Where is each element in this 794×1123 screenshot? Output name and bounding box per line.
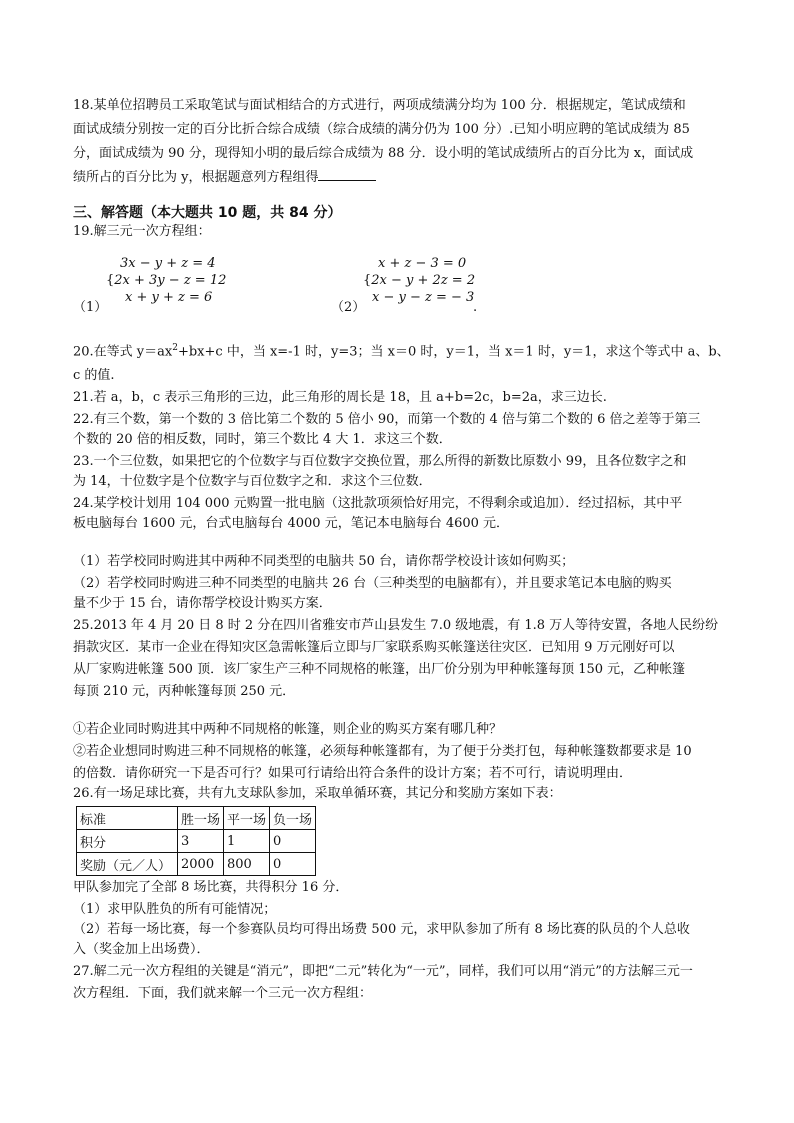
section-heading: 三、解答题（本大题共 10 题，共 84 分） <box>73 205 342 221</box>
q24-line-2: 板电脑每台 1600 元，台式电脑每台 4000 元，笔记本电脑每台 4600 元． <box>73 516 510 531</box>
q20-text-a: 20.在等式 y＝ax <box>73 344 173 360</box>
q24-line-1: 24.某学校计划用 104 000 元购置一批电脑（这批款项须恰好用完，不得剩余或追加）．经过招标，其中平 <box>73 496 683 511</box>
sys2-label: （2） <box>331 300 366 315</box>
q25-line-2: 捐款灾区．某市一企业在得知灾区急需帐篷后立即与厂家联系购买帐篷送往灾区．已知用 9 万元刚好可以 <box>73 640 675 655</box>
q24-sub-2a: （2）若学校同时购进三种不同类型的电脑共 26 台（三种类型的电脑都有），并且要求笔记本电脑的购买 <box>73 576 672 591</box>
q25-line-3: 从厂家购进帐篷 500 顶．该厂家生产三种不同规格的帐篷，出厂价分别为甲种帐篷每顶 150 元，乙种帐篷 <box>73 662 686 677</box>
q25-sub-2b: 的倍数．请你研究一下是否可行？如果可行请给出符合条件的设计方案；若不可行，请说明理由． <box>73 766 633 781</box>
sys1-eq1: 3x − y + z = 4 <box>120 256 216 271</box>
q26-line-1: 26.有一场足球比赛，共有九支球队参加，采取单循环赛，其记分和奖励方案如下表： <box>73 786 562 801</box>
q26-after-table: 甲队参加完了全部 8 场比赛，共得积分 16 分． <box>73 880 349 895</box>
sys2-eq3: x − y − z = − 3 <box>372 290 475 305</box>
q24-sub-2b: 量不少于 15 台，请你帮学校设计购买方案． <box>73 596 332 611</box>
table-header-cell: 平一场 <box>224 807 270 830</box>
q22-line-1: 22.有三个数，第一个数的 3 倍比第二个数的 5 倍小 90，而第一个数的 4 倍与第二个数的 6 倍之差等于第三 <box>73 412 701 427</box>
table-header-cell: 胜一场 <box>178 807 224 830</box>
q23-line-2: 为 14，十位数字是个位数字与百位数字之和．求这个三位数． <box>73 474 432 489</box>
q20-line-2: c 的值. <box>73 368 115 383</box>
sys2-eq2-text: 2x − y + 2z = 2 <box>371 273 476 288</box>
q24-sub-1: （1）若学校同时购进其中两种不同类型的电脑共 50 台，请你帮学校设计该如何购买； <box>73 554 575 569</box>
table-header-row <box>77 807 316 830</box>
left-brace-icon: { <box>106 273 115 288</box>
q20-superscript: 2 <box>172 343 178 353</box>
answer-blank <box>318 168 376 181</box>
table-row <box>77 830 316 853</box>
sys2-end: . <box>473 300 478 315</box>
q20-text-b: +bx+c 中，当 x=-1 时，y=3；当 x＝0 时，y＝1，当 x＝1 时，y＝1，求这个等式中 a、b、 <box>177 344 730 360</box>
q20-line-1 <box>73 338 733 362</box>
q21: 21.若 a，b，c 表示三角形的三边，此三角形的周长是 18，且 a+b=2c，b=2a，求三边长. <box>73 390 607 405</box>
sys2-eq2 <box>363 273 475 288</box>
table-row <box>77 853 316 876</box>
table-header-cell: 标准 <box>77 807 178 830</box>
q19-stem: 19.解三元一次方程组： <box>73 224 211 239</box>
q27-line-2: 次方程组．下面，我们就来解一个三元一次方程组： <box>73 986 373 1001</box>
q23-line-1: 23.一个三位数，如果把它的个位数字与百位数字交换位置，那么所得的新数比原数小 99，且各位数字之和 <box>73 454 687 469</box>
table-cell: 0 <box>270 853 316 876</box>
sys1-label: （1） <box>73 300 108 315</box>
q26-sub-1: （1）求甲队胜负的所有可能情况； <box>73 902 277 917</box>
q18-line-4 <box>73 168 733 188</box>
table-cell: 奖励（元／人） <box>77 853 178 876</box>
table-cell: 1 <box>224 830 270 853</box>
table-cell: 积分 <box>77 830 178 853</box>
q25-sub-2a: ②若企业想同时购进三种不同规格的帐篷，必须每种帐篷都有，为了便于分类打包，每种帐篷数都要求是 10 <box>73 744 692 759</box>
table-cell: 2000 <box>178 853 224 876</box>
sys1-eq3: x + y + z = 6 <box>125 290 213 305</box>
q22-line-2: 个数的 20 倍的相反数，同时，第三个数比 4 大 1．求这三个数． <box>73 432 452 447</box>
table-cell: 800 <box>224 853 270 876</box>
q25-line-4: 每顶 210 元，丙种帐篷每顶 250 元． <box>73 684 296 699</box>
left-brace-icon: { <box>363 273 372 288</box>
table-cell: 0 <box>270 830 316 853</box>
q18-line-2: 面试成绩分别按一定的百分比折合综合成绩（综合成绩的满分仍为 100 分）.已知小明应聘的笔试成绩为 85 <box>73 122 690 137</box>
q27-line-1: 27.解二元一次方程组的关键是“消元”，即把“二元”转化为“一元”，同样，我们可以用“消元”的方法解三元一 <box>73 964 693 979</box>
sys2-eq1: x + z − 3 = 0 <box>378 256 467 271</box>
q18-line-1: 18.某单位招聘员工采取笔试与面试相结合的方式进行，两项成绩满分均为 100 分．根据规定，笔试成绩和 <box>73 98 686 113</box>
q18-line-4-text: 绩所占的百分比为 y，根据题意列方程组得 <box>73 170 319 185</box>
score-table <box>76 806 316 876</box>
table-cell: 3 <box>178 830 224 853</box>
q18-line-3: 分，面试成绩为 90 分，现得知小明的最后综合成绩为 88 分．设小明的笔试成绩所占的百分比为 x，面试成 <box>73 146 694 161</box>
sys1-eq2-text: 2x + 3y − z = 12 <box>114 273 227 288</box>
q25-line-1: 25.2013 年 4 月 20 日 8 时 2 分在四川省雅安市芦山县发生 7.0 级地震，有 1.8 万人等待安置，各地人民纷纷 <box>73 618 719 633</box>
q26-sub-2a: （2）若每一场比赛，每一个参赛队员均可得出场费 500 元，求甲队参加了所有 8 场比赛的队员的个人总收 <box>73 922 690 937</box>
table-header-cell: 负一场 <box>270 807 316 830</box>
sys1-eq2 <box>106 273 226 288</box>
q25-sub-1: ①若企业同时购进其中两种不同规格的帐篷，则企业的购买方案有哪几种？ <box>73 722 503 737</box>
q26-sub-2b: 入（奖金加上出场费）． <box>73 942 210 957</box>
